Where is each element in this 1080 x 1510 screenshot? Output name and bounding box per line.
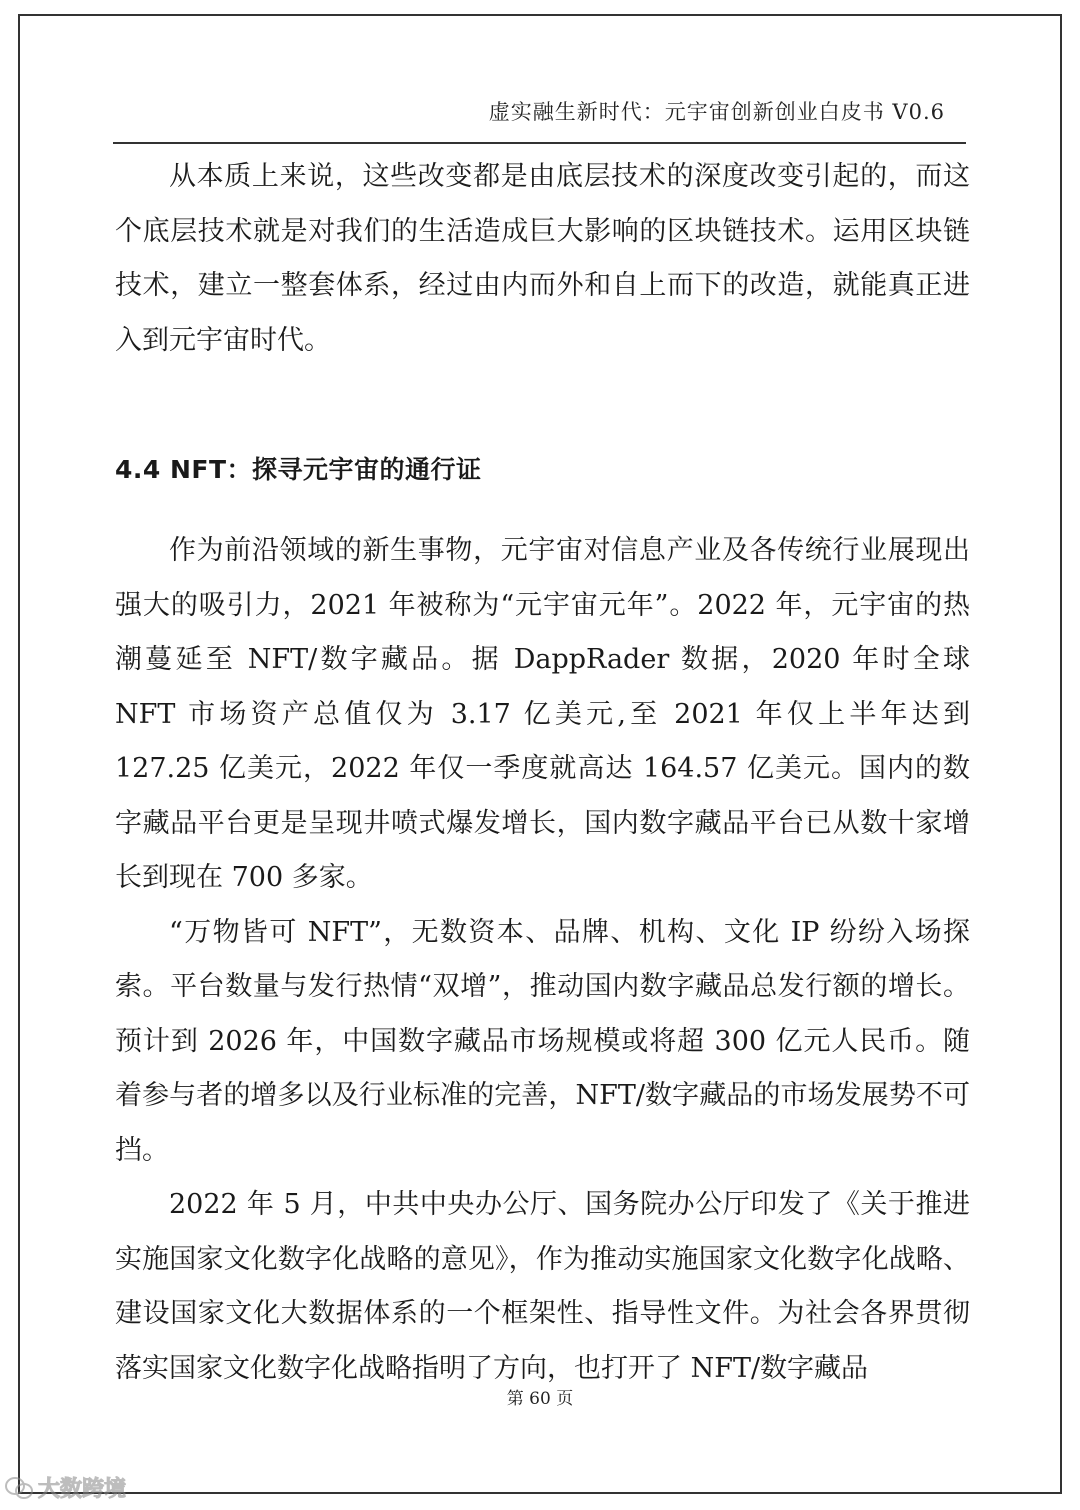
paragraph-3: “万物皆可 NFT”，无数资本、品牌、机构、文化 IP 纷纷入场探索。平台数量与发行热情“双增”，推动国内数字藏品总发行额的增长。预计到 2026 年，中国数字藏品市场规模或将超 300 亿元人民币。随着参与者的增多以及行业标准的完善，NFT/数字藏品的市场发展势不可挡。: [115, 916, 970, 1166]
paragraph-1: 从本质上来说，这些改变都是由底层技术的深度改变引起的，而这个底层技术就是对我们的生活造成巨大影响的区块链技术。运用区块链技术，建立一整套体系，经过由内而外和自上而下的改造，就能真正进入到元宇宙时代。: [115, 161, 970, 356]
section-heading: 4.4 NFT：探寻元宇宙的通行证: [115, 455, 482, 484]
watermark: [4, 1472, 126, 1503]
page-number: 第 60 页: [506, 1389, 574, 1409]
wechat-logo-icon: [4, 1475, 34, 1501]
body-section-main: [115, 524, 970, 1396]
paragraph-4: 2022 年 5 月，中共中央办公厅、国务院办公厅印发了《关于推进实施国家文化数字化战略的意见》，作为推动实施国家文化数字化战略、建设国家文化大数据体系的一个框架性、指导性文件。为社会各界贯彻落实国家文化数字化战略指明了方向，也打开了 NFT/数字藏品: [115, 1189, 970, 1384]
watermark-text: 大数跨境: [38, 1477, 127, 1502]
paragraph-2: 作为前沿领域的新生事物，元宇宙对信息产业及各传统行业展现出强大的吸引力，2021 年被称为“元宇宙元年”。2022 年，元宇宙的热潮蔓延至 NFT/数字藏品。据 DappRader 数据，2020 年时全球 NFT 市场资产总值仅为 3.17 亿美元,至 2021 年仅上半年达到 127.25 亿美元，2022 年仅一季度就高达 164.57 亿美元。国内的数字藏品平台更是呈现井喷式爆发增长，国内数字藏品平台已从数十家增长到现在 700 多家。: [115, 535, 970, 893]
header-title: 虚实融生新时代：元宇宙创新创业白皮书 V0.6: [488, 100, 945, 124]
header-divider: [113, 142, 966, 144]
body-section-top: [115, 150, 970, 368]
